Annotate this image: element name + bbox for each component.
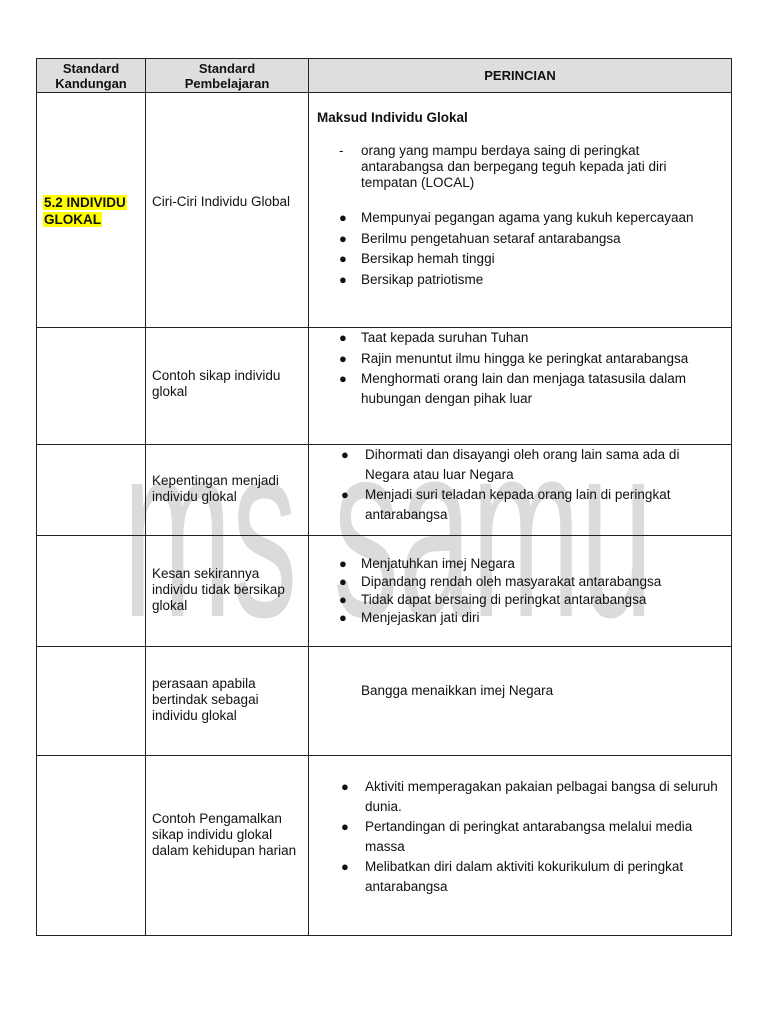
perincian-cell — [309, 445, 732, 536]
list-item — [309, 445, 725, 484]
table-row — [37, 445, 732, 536]
list-item-text: Mempunyai pegangan agama yang kukuh kepercayaan — [361, 210, 694, 225]
bullet-icon: ● — [339, 271, 347, 287]
kandungan-cell — [37, 647, 146, 756]
list-item — [309, 573, 725, 591]
pembelajaran-cell — [146, 445, 309, 536]
header-kandungan-line2: Kandungan — [55, 75, 127, 91]
header-pembelajaran-line1: Standard — [198, 60, 256, 76]
header-standard-kandungan — [37, 59, 146, 93]
list-item — [309, 229, 725, 249]
table-row — [37, 647, 732, 756]
header-kandungan-line1: Standard — [62, 60, 120, 76]
pembelajaran-cell — [146, 536, 309, 647]
list-item-text: Rajin menuntut ilmu hingga ke peringkat antarabangsa — [361, 350, 689, 366]
list-item-text: Tidak dapat bersaing di peringkat antarabangsa — [361, 592, 647, 607]
perincian-cell — [309, 93, 732, 328]
perincian-cell — [309, 756, 732, 936]
list-item — [309, 609, 725, 627]
bullet-icon: ● — [341, 859, 349, 874]
pembelajaran-label: perasaan apabila bertindak sebagai individu glokal — [152, 676, 259, 723]
dash-marker: - — [339, 143, 344, 158]
pembelajaran-label: Contoh sikap individu glokal — [152, 368, 281, 399]
bullet-icon: ● — [339, 556, 347, 571]
definition-text-content: orang yang mampu berdaya saing di peringkat antarabangsa dan berpegang teguh kepada jati diri tempatan (LOCAL) — [361, 143, 667, 190]
pembelajaran-cell — [146, 756, 309, 936]
list-item — [309, 555, 725, 573]
bullet-icon: ● — [339, 230, 347, 246]
list-item-text: Menjadi suri teladan kepada orang lain di peringkat antarabangsa — [365, 487, 671, 522]
list-item-text: Menjejaskan jati diri — [361, 610, 480, 625]
list-item — [309, 817, 725, 856]
list-item — [309, 857, 725, 896]
header-perincian — [309, 59, 732, 93]
watermark-text: ms samu — [123, 420, 653, 660]
kandungan-cell — [37, 328, 146, 445]
list-item-text: Menjatuhkan imej Negara — [361, 556, 515, 571]
list-item — [309, 249, 725, 269]
bullet-icon: ● — [339, 610, 347, 625]
kandungan-cell — [37, 536, 146, 647]
pembelajaran-label: Contoh Pengamalkan sikap individu glokal dalam kehidupan harian — [152, 811, 297, 858]
bullet-icon: ● — [339, 350, 347, 366]
kandungan-cell — [37, 445, 146, 536]
perincian-cell — [309, 328, 732, 445]
pembelajaran-cell — [146, 328, 309, 445]
table-row — [37, 93, 732, 328]
table-row — [37, 536, 732, 647]
content-table — [36, 58, 732, 936]
importance-list — [309, 445, 725, 525]
definition-text — [309, 143, 725, 191]
bullet-icon: ● — [339, 371, 347, 386]
list-item — [309, 777, 725, 816]
bullet-icon: ● — [339, 251, 347, 266]
perincian-cell — [309, 647, 732, 756]
bullet-icon: ● — [339, 574, 347, 589]
list-item — [309, 349, 725, 369]
list-item — [309, 591, 725, 609]
characteristics-list — [309, 208, 725, 290]
list-item-text: Pertandingan di peringkat antarabangsa melalui media massa — [365, 819, 693, 854]
kandungan-label-wrap — [43, 194, 143, 228]
feeling-text: Bangga menaikkan imej Negara — [361, 683, 554, 698]
kandungan-cell — [37, 93, 146, 328]
bullet-icon: ● — [339, 330, 347, 345]
list-item-text: Bersikap hemah tinggi — [361, 251, 495, 266]
pembelajaran-label: Kesan sekirannya individu tidak bersikap glokal — [152, 566, 285, 613]
bullet-icon: ● — [339, 210, 347, 225]
attitude-examples-list — [309, 328, 725, 409]
list-item — [309, 270, 725, 290]
pembelajaran-label: Kepentingan menjadi individu glokal — [152, 473, 279, 504]
list-item-text: Taat kepada suruhan Tuhan — [361, 330, 529, 345]
perincian-cell — [309, 536, 732, 647]
list-item-text: Dihormati dan disayangi oleh orang lain sama ada di Negara atau luar Negara — [365, 447, 680, 482]
bullet-icon: ● — [341, 487, 349, 502]
list-item — [309, 369, 725, 408]
bullet-icon: ● — [341, 779, 349, 794]
header-standard-pembelajaran — [146, 59, 309, 93]
list-item-text: Bersikap patriotisme — [361, 271, 484, 287]
bullet-icon: ● — [339, 592, 347, 607]
pembelajaran-label: Ciri-Ciri Individu Global — [152, 194, 291, 209]
practice-examples-list — [309, 777, 725, 897]
list-item — [309, 485, 725, 524]
list-item — [309, 208, 725, 228]
pembelajaran-cell — [146, 93, 309, 328]
list-item-text: Menghormati orang lain dan menjaga tatasusila dalam hubungan dengan pihak luar — [361, 371, 686, 406]
table-row — [37, 328, 732, 445]
list-item — [309, 328, 725, 348]
header-row — [37, 59, 732, 93]
table-row — [37, 756, 732, 936]
list-item-text: Dipandang rendah oleh masyarakat antarabangsa — [361, 574, 662, 589]
list-item-text: Berilmu pengetahuan setaraf antarabangsa — [361, 230, 621, 246]
header-perincian-label: PERINCIAN — [484, 68, 556, 83]
bullet-icon: ● — [341, 447, 349, 462]
list-item-text: Aktiviti memperagakan pakaian pelbagai bangsa di seluruh dunia. — [365, 779, 718, 814]
definition-heading: Maksud Individu Glokal — [317, 110, 468, 125]
pembelajaran-cell — [146, 647, 309, 756]
consequences-list — [309, 555, 725, 627]
bullet-icon: ● — [341, 819, 349, 834]
list-item-text: Melibatkan diri dalam aktiviti kokurikulum di peringkat antarabangsa — [365, 859, 684, 894]
kandungan-code: 5.2 INDIVIDU GLOKAL — [44, 195, 126, 227]
kandungan-cell — [37, 756, 146, 936]
header-pembelajaran-line2: Pembelajaran — [184, 75, 270, 91]
